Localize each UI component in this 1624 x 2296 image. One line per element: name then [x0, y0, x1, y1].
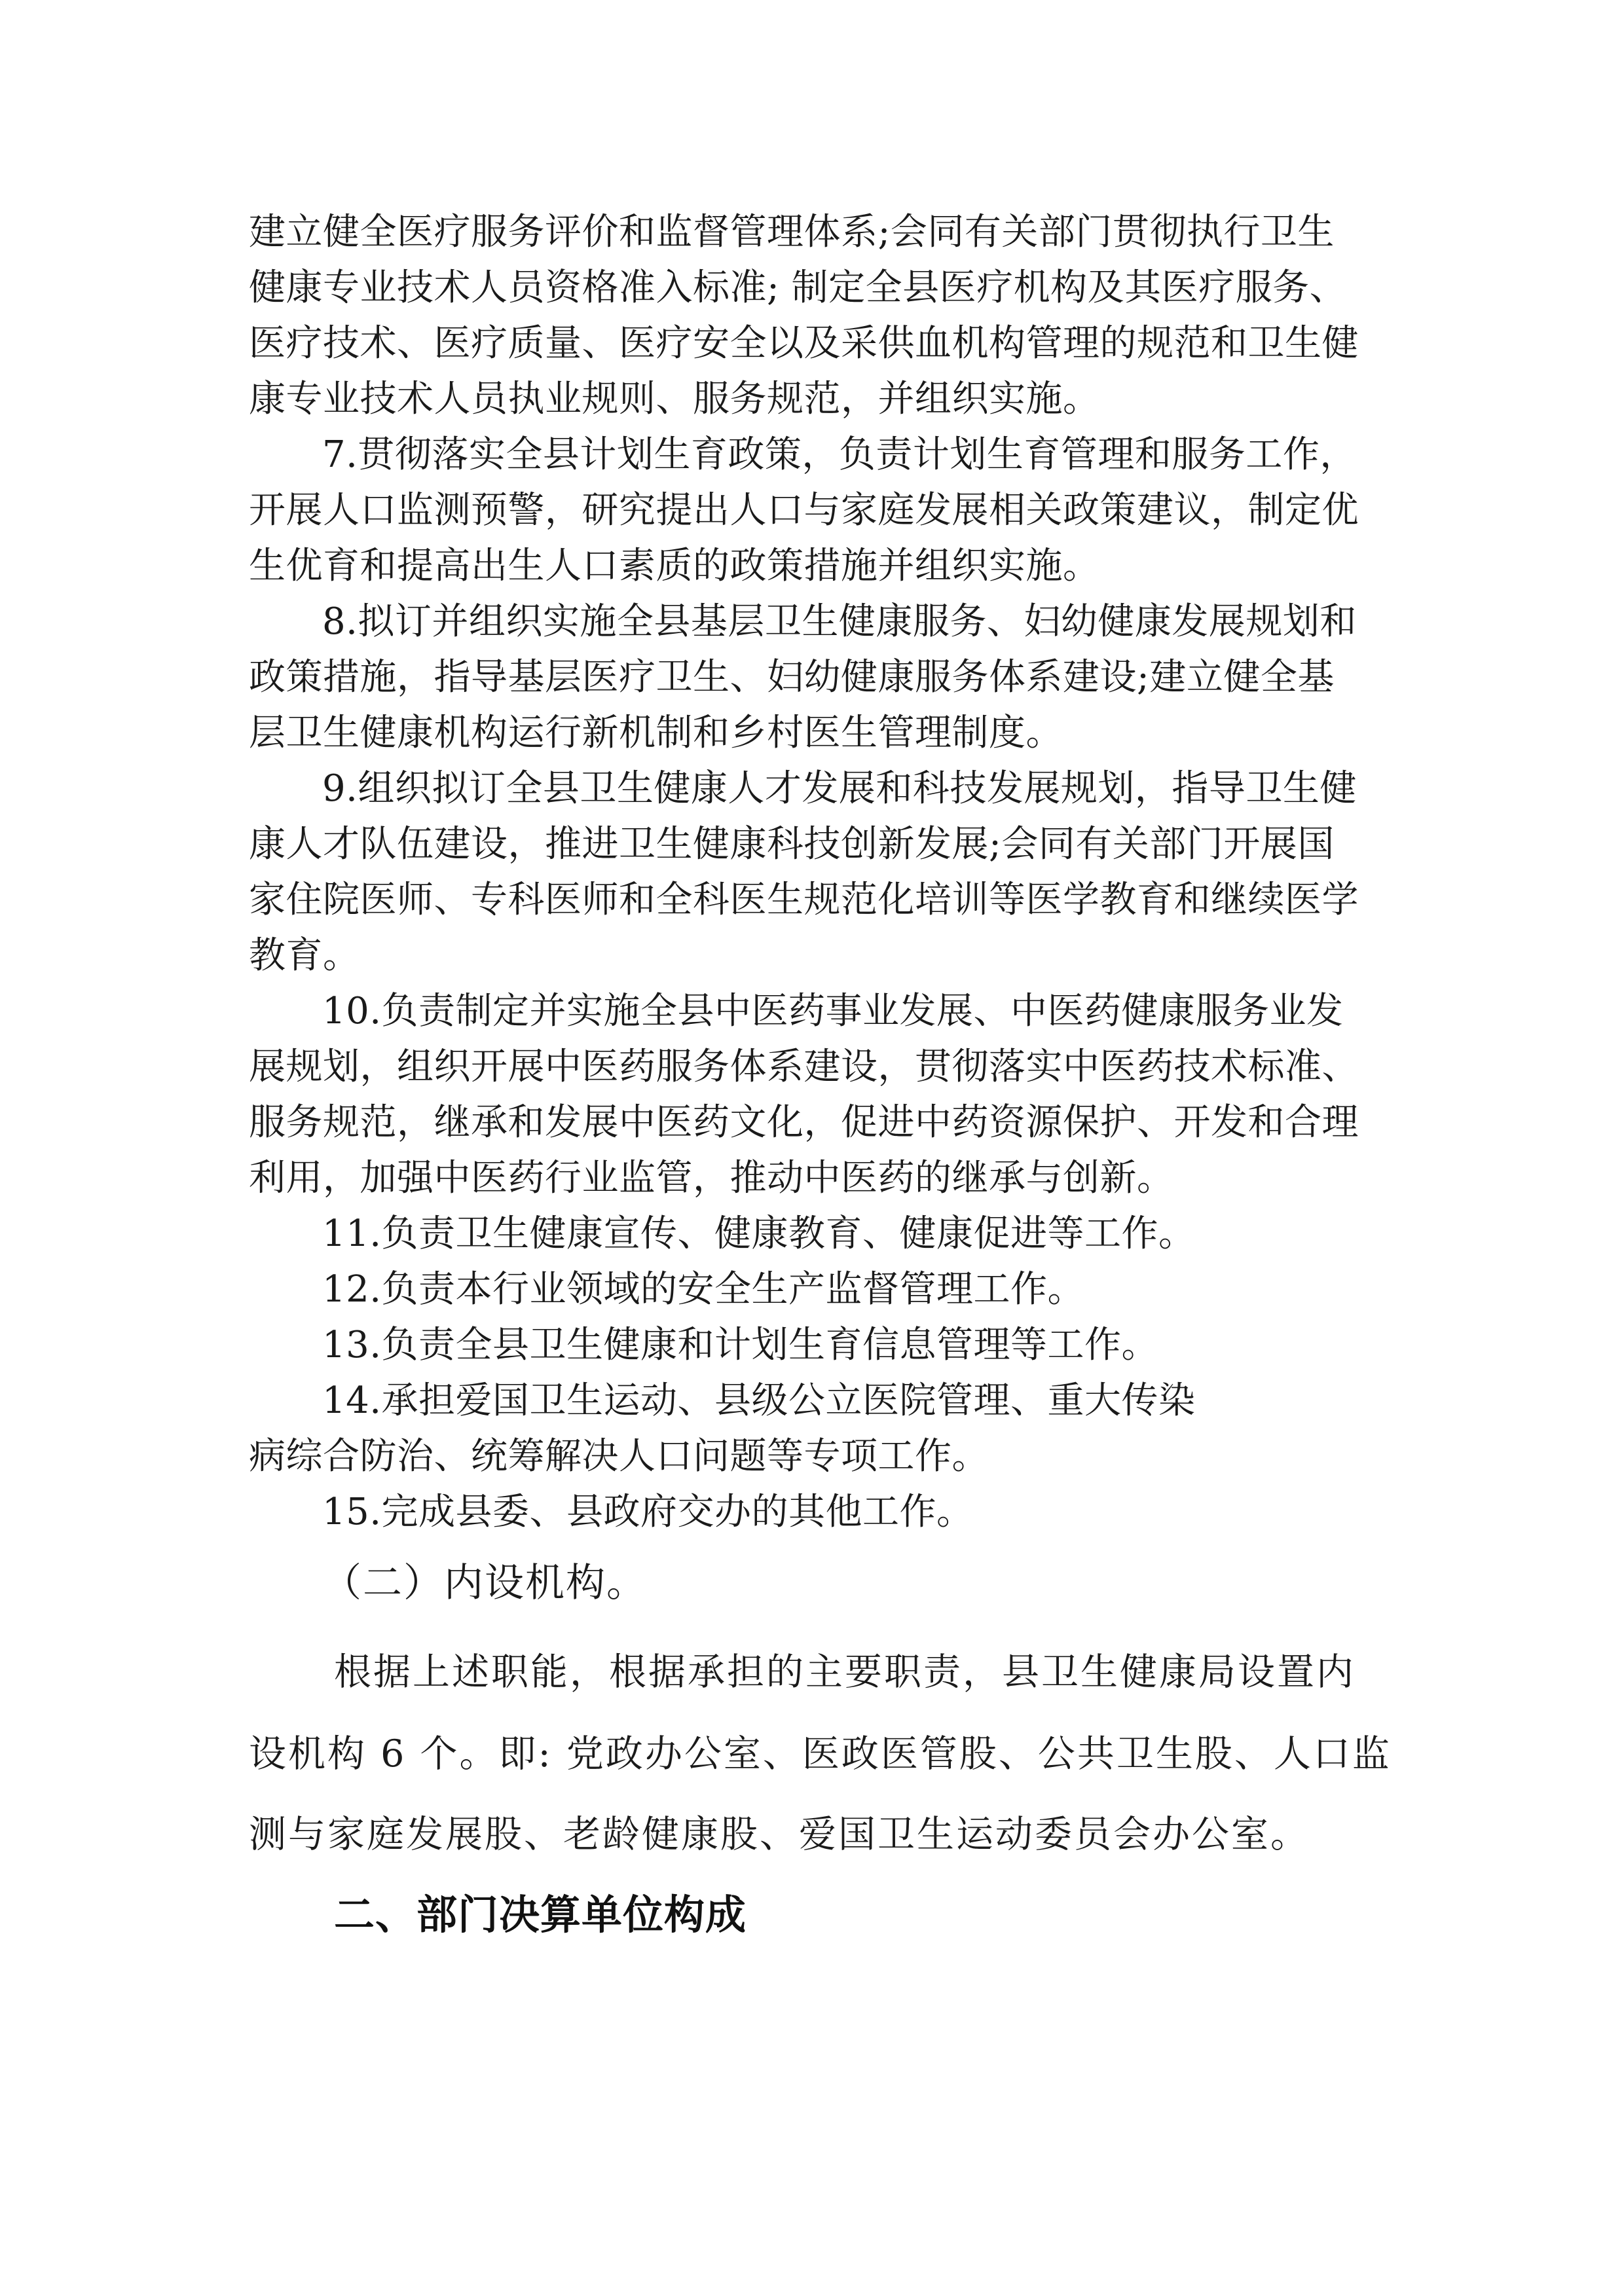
text-line: 康人才队伍建设，推进卫生健康科技创新发展;会同有关部门开展国	[249, 823, 1335, 866]
text-line: 服务规范，继承和发展中医药文化，促进中药资源保护、开发和合理	[249, 1101, 1359, 1144]
list-item-8: 8.拟订并组织实施全县基层卫生健康服务、妇幼健康发展规划和	[322, 600, 1357, 643]
subsection-body-line: 根据上述职能，根据承担的主要职责，县卫生健康局设置内	[334, 1650, 1356, 1694]
text-line: 展规划，组织开展中医药服务体系建设，贯彻落实中医药技术标准、	[249, 1046, 1359, 1088]
list-item-7: 7.贯彻落实全县计划生育政策，负责计划生育管理和服务工作，	[322, 433, 1357, 476]
text-line: 健康专业技术人员资格准入标准; 制定全县医疗机构及其医疗服务、	[249, 266, 1347, 309]
list-item-10: 10.负责制定并实施全县中医药事业发展、中医药健康服务业发	[322, 990, 1344, 1032]
text-line: 医疗技术、医疗质量、医疗安全以及采供血机构管理的规范和卫生健	[249, 322, 1359, 365]
list-item-11: 11.负责卫生健康宣传、健康教育、健康促进等工作。	[322, 1212, 1196, 1255]
text-line: 建立健全医疗服务评价和监督管理体系;会同有关部门贯彻执行卫生	[249, 211, 1335, 253]
list-item-14: 14.承担爱国卫生运动、县级公立医院管理、重大传染	[322, 1379, 1196, 1422]
text-line: 层卫生健康机构运行新机制和乡村医生管理制度。	[249, 712, 1063, 754]
text-line: 生优育和提高出生人口素质的政策措施并组织实施。	[249, 545, 1100, 587]
subsection-heading: （二）内设机构。	[322, 1560, 647, 1606]
subsection-body-line: 测与家庭发展股、老龄健康股、爱国卫生运动委员会办公室。	[249, 1813, 1310, 1856]
text-line: 政策措施，指导基层医疗卫生、妇幼健康服务体系建设;建立健全基	[249, 656, 1335, 699]
section-heading: 二、部门决算单位构成	[334, 1891, 747, 1939]
text-line: 利用，加强中医药行业监管，推动中医药的继承与创新。	[249, 1157, 1174, 1199]
list-item-15: 15.完成县委、县政府交办的其他工作。	[322, 1491, 974, 1533]
text-line: 病综合防治、统筹解决人口问题等专项工作。	[249, 1435, 989, 1478]
subsection-body-line: 设机构 6 个。即: 党政办公室、医政医管股、公共卫生股、人口监	[249, 1732, 1392, 1776]
list-item-12: 12.负责本行业领域的安全生产监督管理工作。	[322, 1268, 1085, 1311]
text-line: 康专业技术人员执业规则、服务规范，并组织实施。	[249, 378, 1100, 420]
text-line: 家住院医师、专科医师和全科医生规范化培训等医学教育和继续医学	[249, 879, 1359, 921]
list-item-9: 9.组织拟订全县卫生健康人才发展和科技发展规划，指导卫生健	[322, 767, 1357, 810]
text-line: 教育。	[249, 934, 360, 977]
text-line: 开展人口监测预警，研究提出人口与家庭发展相关政策建议，制定优	[249, 489, 1359, 532]
list-item-13: 13.负责全县卫生健康和计划生育信息管理等工作。	[322, 1324, 1159, 1366]
